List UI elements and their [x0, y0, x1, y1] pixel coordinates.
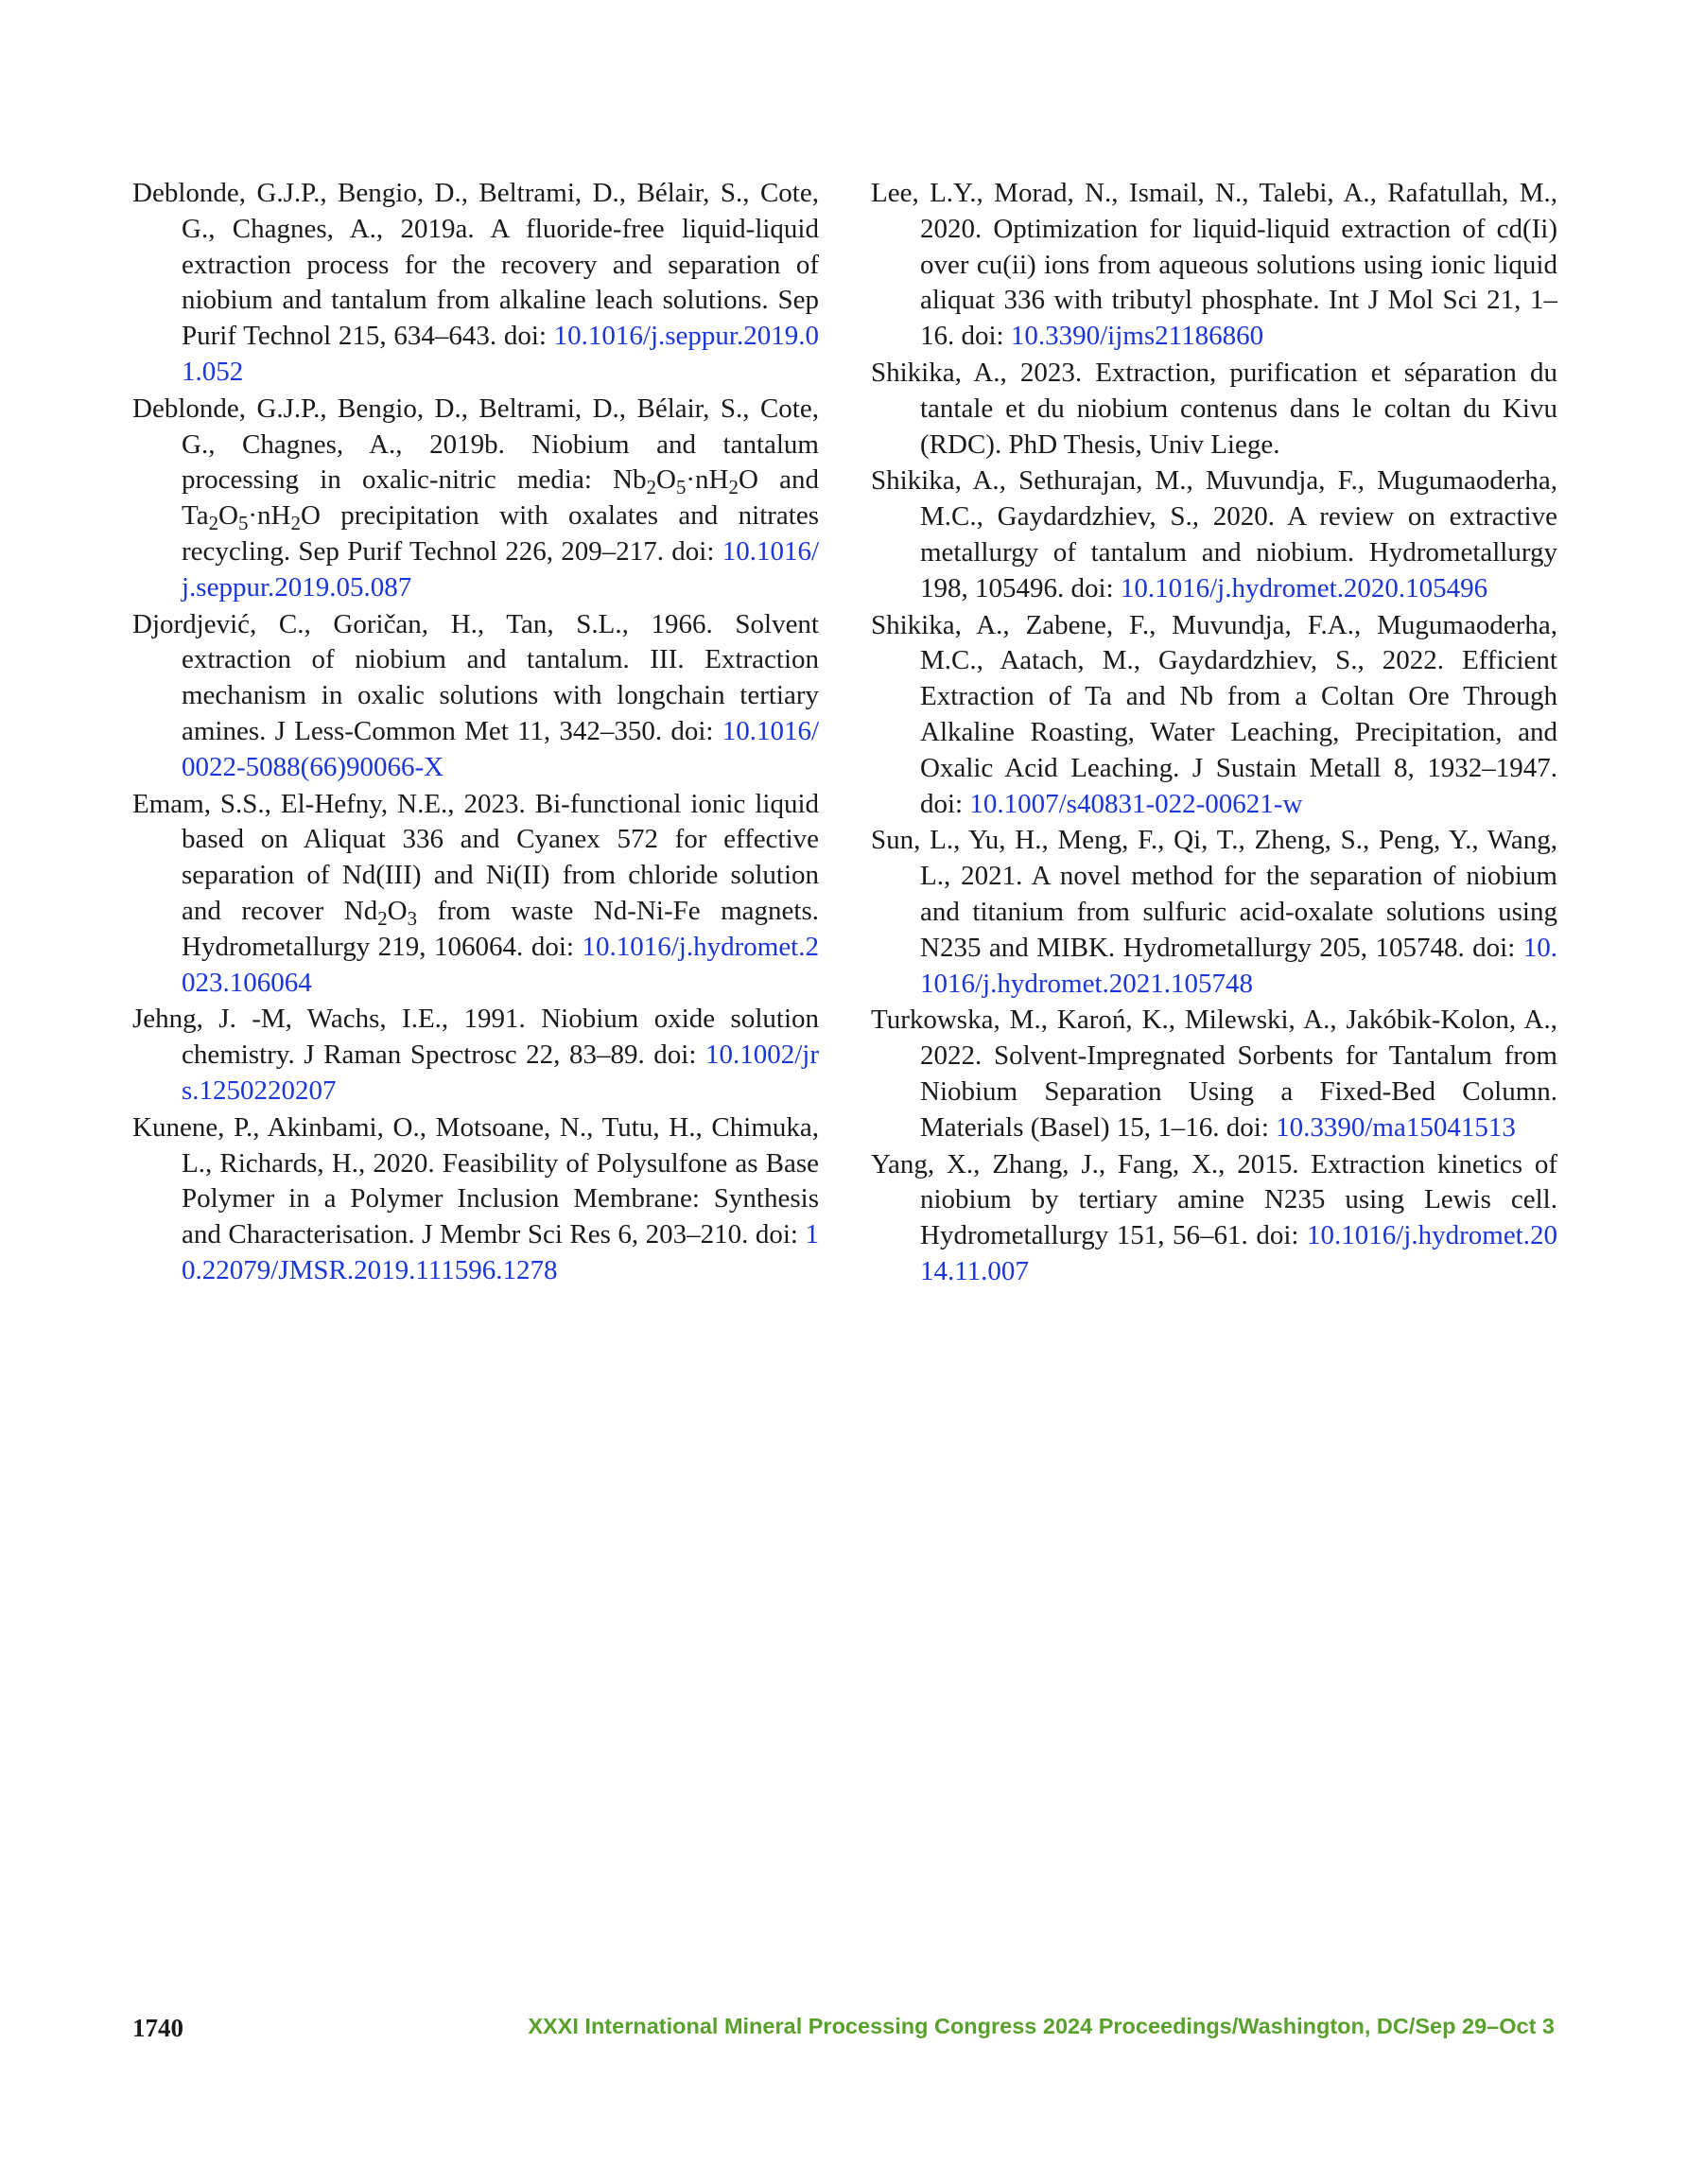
- reference-text: O: [656, 464, 676, 496]
- reference-entry: [871, 176, 1557, 355]
- page-number: 1740: [132, 2014, 183, 2042]
- reference-text: from waste Nd-Ni-Fe magnets. Hydrometallurgy 219, 106064. doi:: [182, 895, 819, 962]
- doi-link[interactable]: 10.1007/s40831-022-00621-w: [969, 788, 1303, 819]
- doi-link[interactable]: 10.1016/j.seppur.2019.05.087: [182, 535, 819, 603]
- reference-entry: [132, 392, 819, 606]
- subscript: 5: [237, 512, 249, 535]
- doi-link[interactable]: 10.1016/j.seppur.2019.01.052: [182, 321, 819, 387]
- reference-entry: [871, 463, 1557, 606]
- reference-text: ·nH: [248, 500, 291, 532]
- reference-column-left: [132, 176, 819, 1290]
- reference-entry: [871, 1003, 1557, 1145]
- reference-text: Lee, L.Y., Morad, N., Ismail, N., Talebi, A., Rafatullah, M., 2020. Optimization for liquid-liquid extraction of cd(Ii) over cu(ii) ions from aqueous solutions using ionic liquid aliquat 336 with tributyl phosphate. Int J Mol Sci 21, 1–16. doi:: [871, 178, 1557, 352]
- reference-entry: [132, 787, 819, 1002]
- subscript: 3: [407, 906, 418, 930]
- reference-entry: [132, 1110, 819, 1289]
- reference-text: Jehng, J. -M, Wachs, I.E., 1991. Niobium oxide solution chemistry. J Raman Spectrosc 22, 83–89. doi:: [132, 1004, 819, 1071]
- doi-link[interactable]: 10.1016/0022-5088(66)90066-X: [182, 715, 819, 782]
- subscript: 2: [646, 476, 656, 499]
- reference-entry: [132, 1002, 819, 1109]
- reference-text: Deblonde, G.J.P., Bengio, D., Beltrami, D., Bélair, S., Cote, G., Chagnes, A., 2019b. Niobium and tantalum processing in oxalic-nitric media: Nb: [132, 393, 819, 496]
- doi-link[interactable]: 10.1016/j.hydromet.2014.11.007: [920, 1220, 1557, 1286]
- reference-text: Turkowska, M., Karoń, K., Milewski, A., Jakóbik-Kolon, A., 2022. Solvent-Impregnated Sorbents for Tantalum from Niobium Separation Using a Fixed-Bed Column. Materials (Basel) 15, 1–16. doi:: [871, 1005, 1557, 1143]
- doi-link[interactable]: 10.1002/jrs.1250220207: [182, 1040, 819, 1106]
- reference-text: Shikika, A., 2023. Extraction, purification et séparation du tantale et du niobium contenus dans le coltan du Kivu (RDC). PhD Thesis, Univ Liege.: [871, 357, 1557, 460]
- reference-entry: [132, 176, 819, 391]
- reference-text: O precipitation with oxalates and nitrates recycling. Sep Purif Technol 226, 209–217. doi:: [182, 500, 819, 567]
- reference-entry: [871, 356, 1557, 463]
- reference-text: Djordjević, C., Goričan, H., Tan, S.L., 1966. Solvent extraction of niobium and tantalum. III. Extraction mechanism in oxalic solutions with longchain tertiary amines. J Less-Common Met 11, 342–350. doi:: [132, 608, 819, 746]
- reference-text: O: [218, 500, 238, 532]
- running-footer-title: XXXI International Mineral Processing Congress 2024 Proceedings/Washington, DC/Sep 29–Oct 3: [528, 2014, 1555, 2038]
- subscript: 2: [728, 476, 739, 499]
- reference-text: O: [387, 895, 408, 926]
- reference-text: O and Ta: [182, 464, 819, 532]
- reference-text: Shikika, A., Zabene, F., Muvundja, F.A., Mugumaoderha, M.C., Aatach, M., Gaydardzhiev, S., 2022. Efficient Extraction of Ta and Nb from a Coltan Ore Through Alkaline Roasting, Water Leaching, Precipitation, and Oxalic Acid Leaching. J Sustain Metall 8, 1932–1947. doi:: [871, 609, 1557, 819]
- doi-link[interactable]: 10.1016/j.hydromet.2023.106064: [182, 931, 819, 998]
- doi-link[interactable]: 10.1016/j.hydromet.2021.105748: [920, 932, 1557, 999]
- reference-entry: [871, 1147, 1557, 1290]
- reference-column-right: [871, 176, 1557, 1291]
- reference-text: Shikika, A., Sethurajan, M., Muvundja, F., Mugumaoderha, M.C., Gaydardzhiev, S., 2020. A review on extractive metallurgy of tantalum and niobium. Hydrometallurgy 198, 105496. doi:: [871, 465, 1557, 603]
- subscript: 2: [377, 906, 388, 930]
- subscript: 2: [208, 512, 218, 535]
- subscript: 2: [290, 512, 301, 535]
- reference-text: Sun, L., Yu, H., Meng, F., Qi, T., Zheng, S., Peng, Y., Wang, L., 2021. A novel method for the separation of niobium and titanium from sulfuric acid-oxalate solutions using N235 and MIBK. Hydrometallurgy 205, 105748. doi:: [871, 825, 1557, 963]
- reference-text: Emam, S.S., El-Hefny, N.E., 2023. Bi-functional ionic liquid based on Aliquat 336 and Cyanex 572 for effective separation of Nd(III) and Ni(II) from chloride solution and recover Nd: [132, 788, 819, 926]
- doi-link[interactable]: 10.3390/ijms21186860: [1010, 321, 1264, 352]
- doi-link[interactable]: 10.1016/j.hydromet.2020.105496: [1120, 572, 1488, 603]
- reference-text: Kunene, P., Akinbami, O., Motsoane, N., Tutu, H., Chimuka, L., Richards, H., 2020. Feasibility of Polysulfone as Base Polymer in a Polymer Inclusion Membrane: Synthesis and Characterisation. J Membr Sci Res 6, 203–210. doi:: [132, 1111, 819, 1250]
- subscript: 5: [675, 476, 687, 499]
- reference-text: ·nH: [686, 464, 729, 496]
- reference-entry: [871, 608, 1557, 823]
- doi-link[interactable]: 10.22079/JMSR.2019.111596.1278: [182, 1219, 819, 1285]
- reference-entry: [871, 823, 1557, 1002]
- doi-link[interactable]: 10.3390/ma15041513: [1276, 1111, 1516, 1143]
- reference-entry: [132, 607, 819, 786]
- reference-text: Yang, X., Zhang, J., Fang, X., 2015. Extraction kinetics of niobium by tertiary amine N235 using Lewis cell. Hydrometallurgy 151, 56–61. doi:: [871, 1148, 1557, 1251]
- reference-text: Deblonde, G.J.P., Bengio, D., Beltrami, D., Bélair, S., Cote, G., Chagnes, A., 2019a. A fluoride-free liquid-liquid extraction process for the recovery and separation of niobium and tantalum from alkaline leach solutions. Sep Purif Technol 215, 634–643. doi:: [132, 178, 819, 352]
